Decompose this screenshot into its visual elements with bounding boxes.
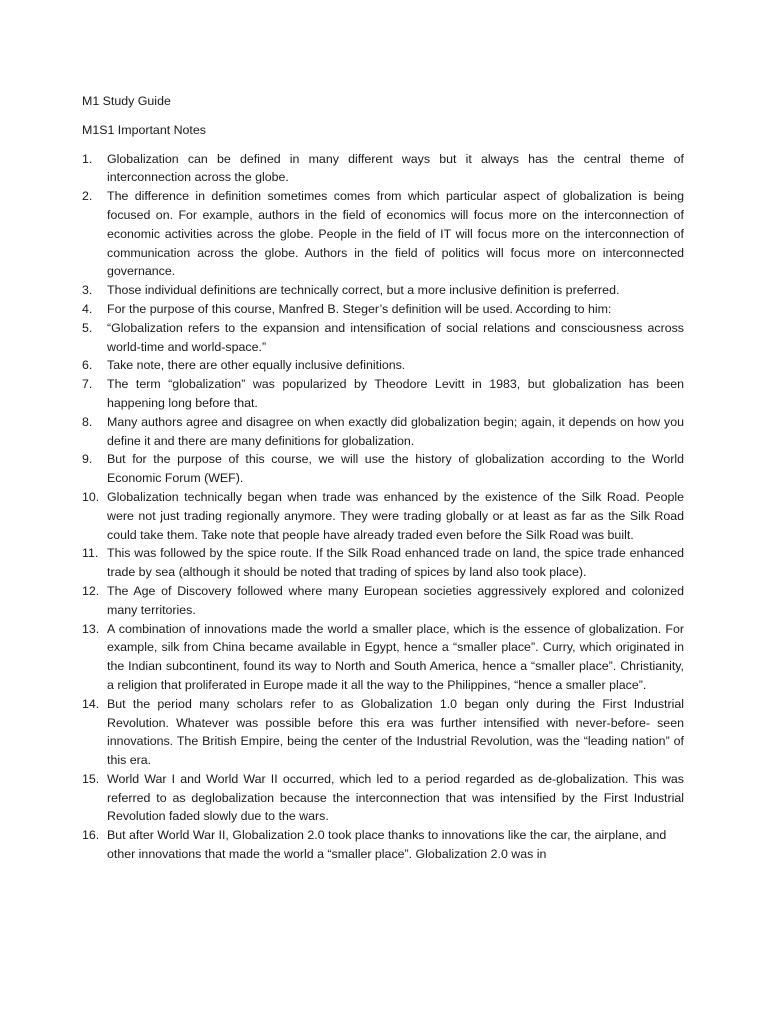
document-content (82, 92, 684, 864)
list-item-text: World War I and World War II occurred, which led to a period regarded as de-globalization. This was referred to as deglobalization because the interconnection that was intensified by the First Industrial Revolution faded slowly due to the wars. (107, 771, 684, 824)
list-item (82, 826, 684, 864)
list-item-number: 5. (82, 320, 93, 335)
notes-list (82, 150, 684, 864)
list-item (82, 356, 684, 375)
list-item (82, 488, 684, 544)
list-item-text: This was followed by the spice route. If the Silk Road enhanced trade on land, the spice trade enhanced trade by sea (although it should be noted that trading of spices by land also took place). (107, 546, 684, 580)
list-item-text: But the period many scholars refer to as Globalization 1.0 began only during the First Industrial Revolution. Whatever was possible before this era was further intensified with never-before- seen innovations. The British Empire, being the center of the Industrial Revolution, was the “leading nation” of this era. (107, 696, 684, 768)
list-item-number: 4. (82, 301, 93, 316)
list-item (82, 319, 684, 357)
list-item-number: 12. (82, 583, 100, 598)
list-item-text: Globalization technically began when trade was enhanced by the existence of the Silk Road. People were not just trading regionally anymore. They were trading globally or at least as far as the Silk Road could take them. Take note that people have already traded even before the Silk Road was built. (107, 489, 684, 542)
list-item-text: For the purpose of this course, Manfred B. Steger’s definition will be used. According to him: (107, 301, 612, 316)
list-item (82, 544, 684, 582)
list-item (82, 300, 684, 319)
list-item-number: 2. (82, 189, 93, 204)
list-item-number: 13. (82, 621, 100, 636)
list-item (82, 281, 684, 300)
list-item-number: 16. (82, 828, 100, 843)
list-item (82, 770, 684, 826)
list-item-number: 9. (82, 452, 93, 467)
document-title: M1 Study Guide (82, 94, 171, 108)
list-item-number: 10. (82, 489, 100, 504)
list-item-text: Many authors agree and disagree on when exactly did globalization begin; again, it depends on how you define it and there are many definitions for globalization. (107, 414, 684, 448)
list-item-number: 3. (82, 283, 93, 298)
list-item-text: Globalization can be defined in many different ways but it always has the central theme of interconnection across the globe. (107, 151, 684, 185)
list-item (82, 375, 684, 413)
list-item-number: 14. (82, 696, 100, 711)
list-item-text: Take note, there are other equally inclusive definitions. (107, 358, 406, 373)
list-item-text: The term “globalization” was popularized by Theodore Levitt in 1983, but globalization has been happening long before that. (107, 377, 684, 410)
list-item (82, 150, 684, 188)
list-item (82, 413, 684, 451)
list-item-text: But after World War II, Globalization 2.0 took place thanks to innovations like the car, the airplane, and other innovations that made the world a “smaller place”. Globalization 2.0 was in (107, 828, 667, 862)
list-item-text: The Age of Discovery followed where many European societies aggressively explored and colonized many territories. (107, 583, 684, 617)
list-item-number: 8. (82, 414, 93, 429)
list-item (82, 450, 684, 488)
list-item (82, 187, 684, 281)
list-item (82, 582, 684, 620)
list-item-text: But for the purpose of this course, we will use the history of globalization according to the World Economic Forum (WEF). (107, 452, 684, 486)
list-item-text: “Globalization refers to the expansion and intensification of social relations and consciousness across world-time and world-space.” (107, 320, 684, 354)
section-title: M1S1 Important Notes (82, 122, 206, 137)
list-item-number: 15. (82, 771, 100, 786)
list-item-number: 11. (82, 546, 99, 561)
list-item (82, 695, 684, 770)
list-item-text: The difference in definition sometimes comes from which particular aspect of globalization is being focused on. For example, authors in the field of economics will focus more on the interconnection of economic activities across the globe. People in the field of IT will focus more on the interconnection of communication across the globe. Authors in the field of politics will focus more on interconnected governance. (107, 189, 684, 279)
list-item-number: 6. (82, 358, 93, 373)
list-item-text: A combination of innovations made the world a smaller place, which is the essence of globalization. For example, silk from China became available in Egypt, hence a “smaller place”. Curry, which originated in the Indian subcontinent, found its way to North and South America, hence a “smaller place”. Christianity, a religion that proliferated in Europe made it all the way to the Philippines, “hence a smaller place”. (107, 621, 684, 692)
list-item-number: 7. (82, 377, 93, 392)
list-item (82, 620, 684, 695)
list-item-number: 1. (82, 151, 93, 166)
list-item-text: Those individual definitions are technically correct, but a more inclusive definition is preferred. (107, 283, 620, 298)
